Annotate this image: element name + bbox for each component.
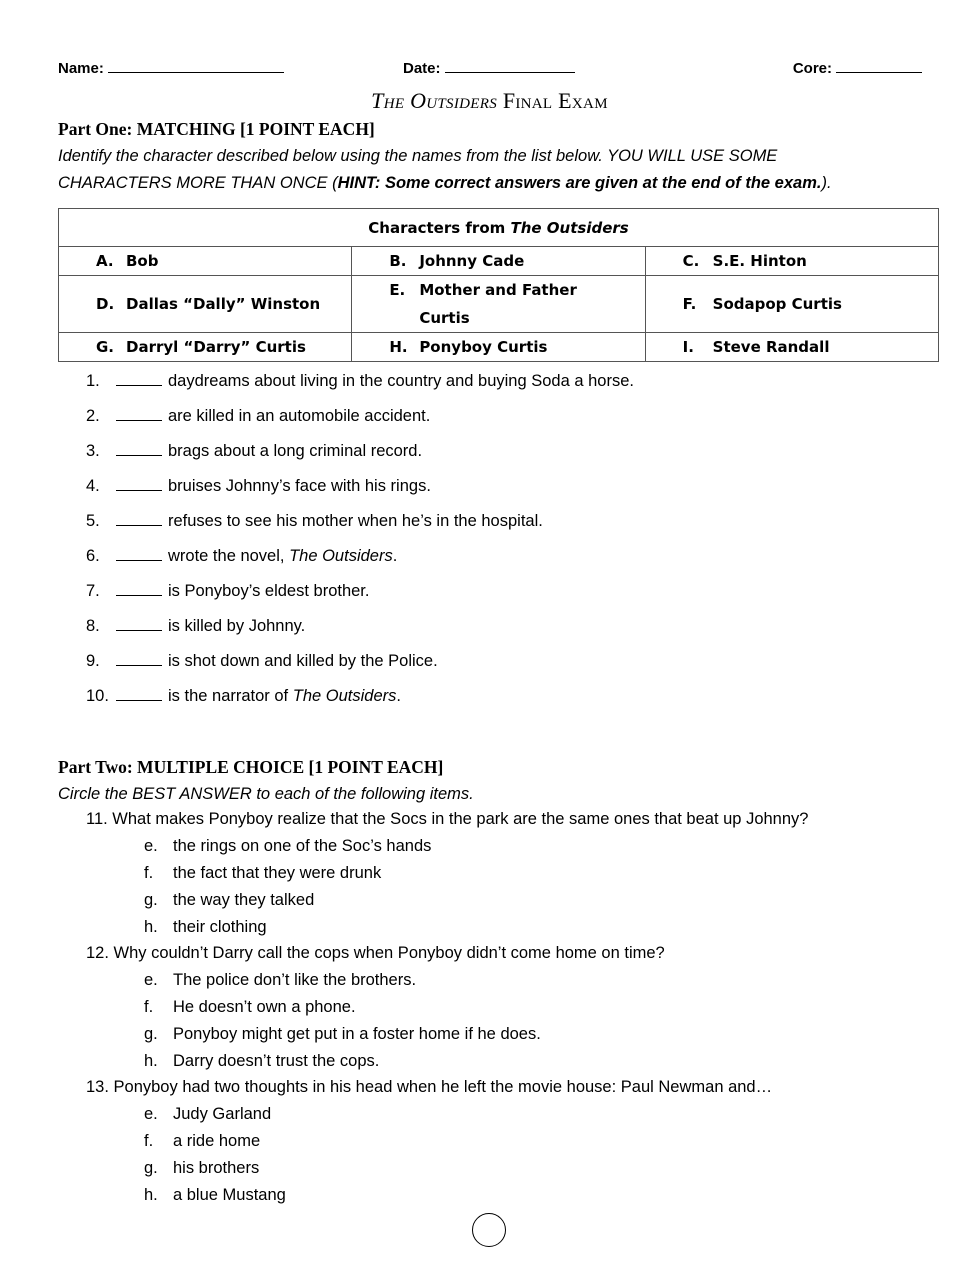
instructions-pre: CHARACTERS MORE THAN ONCE ( (58, 174, 338, 192)
part-two-instructions: Circle the BEST ANSWER to each of the following items. (58, 785, 474, 803)
matching-item-5 (86, 512, 543, 531)
character-letter: I. (682, 338, 694, 356)
character-letter: D. (96, 295, 115, 313)
item-number: 4. (86, 477, 100, 495)
option-text: the way they talked (173, 891, 315, 909)
item-number: 10. (86, 687, 109, 705)
item-text-end: . (392, 547, 398, 565)
item-book-title: The Outsiders (289, 547, 393, 565)
option-text: the fact that they were drunk (173, 864, 382, 882)
item-number: 6. (86, 547, 100, 565)
matching-item-9 (86, 652, 438, 671)
option-text: Darry doesn’t trust the cops. (173, 1052, 380, 1070)
option-letter: g. (144, 1159, 158, 1177)
mc-option[interactable] (144, 864, 381, 883)
answer-blank[interactable] (116, 407, 162, 421)
character-cell-i (645, 333, 938, 362)
answer-blank[interactable] (116, 582, 162, 596)
character-name: Sodapop Curtis (712, 295, 842, 313)
item-number: 3. (86, 442, 100, 460)
option-text: his brothers (173, 1159, 260, 1177)
option-letter: h. (144, 1186, 158, 1204)
matching-item-3 (86, 442, 422, 461)
characters-table (58, 208, 939, 362)
character-cell-e (352, 276, 645, 333)
item-text: daydreams about living in the country and buying Soda a horse. (168, 372, 634, 390)
option-letter: e. (144, 971, 158, 989)
character-letter: F. (682, 295, 697, 313)
instructions-post: ). (821, 174, 832, 192)
character-name: S.E. Hinton (712, 252, 807, 270)
matching-item-10 (86, 687, 401, 706)
answer-blank[interactable] (116, 617, 162, 631)
mc-option[interactable] (144, 1025, 541, 1044)
option-letter: g. (144, 1025, 158, 1043)
character-letter: B. (389, 252, 407, 270)
date-blank-line[interactable] (445, 58, 575, 73)
name-label: Name: (58, 60, 104, 77)
character-name-line2: Curtis (419, 309, 470, 327)
answer-blank[interactable] (116, 687, 162, 701)
character-name: Bob (126, 252, 159, 270)
option-letter: g. (144, 891, 158, 909)
instructions-hint: HINT: Some correct answers are given at the end of the exam. (337, 174, 822, 192)
core-blank-line[interactable] (836, 58, 922, 73)
character-letter: H. (389, 338, 408, 356)
option-text: Judy Garland (173, 1105, 272, 1123)
matching-item-2 (86, 407, 430, 426)
item-number: 5. (86, 512, 100, 530)
item-text: wrote the novel, (168, 547, 290, 565)
part-one-instructions-line1: Identify the character described below using the names from the list below. YOU WILL USE SOME (58, 147, 778, 165)
option-letter: f. (144, 1132, 154, 1150)
character-cell-d (59, 276, 352, 333)
exam-title (0, 88, 979, 114)
option-text: the rings on one of the Soc’s hands (173, 837, 432, 855)
date-field (403, 58, 575, 77)
characters-table-header-pre: Characters from (368, 218, 511, 237)
mc-option[interactable] (144, 837, 431, 856)
name-field (58, 58, 284, 77)
part-one-instructions (58, 143, 928, 197)
core-label: Core: (792, 60, 832, 77)
part-one-heading: Part One: MATCHING [1 POINT EACH] (58, 119, 375, 139)
mc-option[interactable] (144, 1159, 259, 1178)
option-text: The police don’t like the brothers. (173, 971, 417, 989)
item-text: brags about a long criminal record. (168, 442, 423, 460)
name-blank-line[interactable] (108, 58, 284, 73)
item-text: is Ponyboy’s eldest brother. (168, 582, 370, 600)
character-name: Darryl “Darry” Curtis (126, 338, 306, 356)
mc-question-12: 12. Why couldn’t Darry call the cops when Ponyboy didn’t come home on time? (86, 944, 665, 962)
mc-option[interactable] (144, 971, 416, 990)
part-one-instructions-line2 (58, 170, 928, 197)
mc-option[interactable] (144, 1105, 271, 1124)
mc-option[interactable] (144, 998, 356, 1017)
matching-item-1 (86, 372, 634, 391)
mc-question-13: 13. Ponyboy had two thoughts in his head when he left the movie house: Paul Newman and… (86, 1078, 773, 1096)
matching-item-7 (86, 582, 369, 601)
item-text-end: . (396, 687, 401, 705)
option-text: Ponyboy might get put in a foster home if he does. (173, 1025, 541, 1043)
matching-item-6 (86, 547, 397, 566)
option-letter: f. (144, 998, 154, 1016)
exam-title-rest: Final Exam (502, 88, 608, 113)
answer-blank[interactable] (116, 477, 162, 491)
characters-table-header-book: The Outsiders (510, 218, 629, 237)
item-text: is the narrator of (168, 687, 293, 705)
item-number: 8. (86, 617, 100, 635)
character-name: Johnny Cade (419, 252, 525, 270)
character-letter: E. (389, 281, 406, 299)
item-number: 1. (86, 372, 100, 390)
answer-blank[interactable] (116, 442, 162, 456)
exam-title-book: The Outsiders (371, 88, 498, 113)
mc-option[interactable] (144, 1186, 286, 1205)
option-text: He doesn’t own a phone. (173, 998, 356, 1016)
character-name (419, 276, 577, 332)
character-name: Dallas “Dally” Winston (126, 295, 321, 313)
student-info-header (58, 58, 922, 82)
item-text: is killed by Johnny. (168, 617, 306, 635)
item-number: 7. (86, 582, 100, 600)
date-label: Date: (403, 60, 441, 77)
part-two-heading: Part Two: MULTIPLE CHOICE [1 POINT EACH] (58, 757, 444, 777)
core-field (793, 58, 922, 77)
character-cell-h (352, 333, 645, 362)
character-name: Steve Randall (712, 338, 830, 356)
character-letter: A. (96, 252, 114, 270)
mc-option[interactable] (144, 1132, 260, 1151)
characters-table-header (59, 209, 939, 247)
option-letter: f. (144, 864, 154, 882)
answer-blank[interactable] (116, 547, 162, 561)
option-letter: e. (144, 1105, 158, 1123)
mc-option[interactable] (144, 918, 267, 937)
mc-question-11: 11. What makes Ponyboy realize that the Socs in the park are the same ones that beat up Johnny? (86, 810, 809, 828)
answer-blank[interactable] (116, 372, 162, 386)
option-letter: h. (144, 1052, 158, 1070)
item-text: bruises Johnny’s face with his rings. (168, 477, 431, 495)
matching-item-8 (86, 617, 305, 636)
option-letter: e. (144, 837, 158, 855)
option-text: a ride home (173, 1132, 261, 1150)
character-cell-b (352, 247, 645, 276)
character-letter: C. (682, 252, 700, 270)
character-cell-f (645, 276, 938, 333)
option-text: a blue Mustang (173, 1186, 286, 1204)
item-text: is shot down and killed by the Police. (168, 652, 438, 670)
option-text: their clothing (173, 918, 267, 936)
item-text: are killed in an automobile accident. (168, 407, 431, 425)
mc-option[interactable] (144, 1052, 379, 1071)
matching-item-4 (86, 477, 431, 496)
answer-blank[interactable] (116, 652, 162, 666)
character-name: Ponyboy Curtis (419, 338, 548, 356)
mc-option[interactable] (144, 891, 314, 910)
character-cell-c (645, 247, 938, 276)
character-name-line1: Mother and Father (419, 281, 577, 299)
item-number: 9. (86, 652, 100, 670)
answer-blank[interactable] (116, 512, 162, 526)
option-letter: h. (144, 918, 158, 936)
item-number: 2. (86, 407, 100, 425)
item-book-title: The Outsiders (292, 687, 397, 705)
character-cell-g (59, 333, 352, 362)
character-cell-a (59, 247, 352, 276)
character-letter: G. (96, 338, 115, 356)
page-circle-mark (472, 1213, 506, 1247)
item-text: refuses to see his mother when he’s in the hospital. (168, 512, 543, 530)
